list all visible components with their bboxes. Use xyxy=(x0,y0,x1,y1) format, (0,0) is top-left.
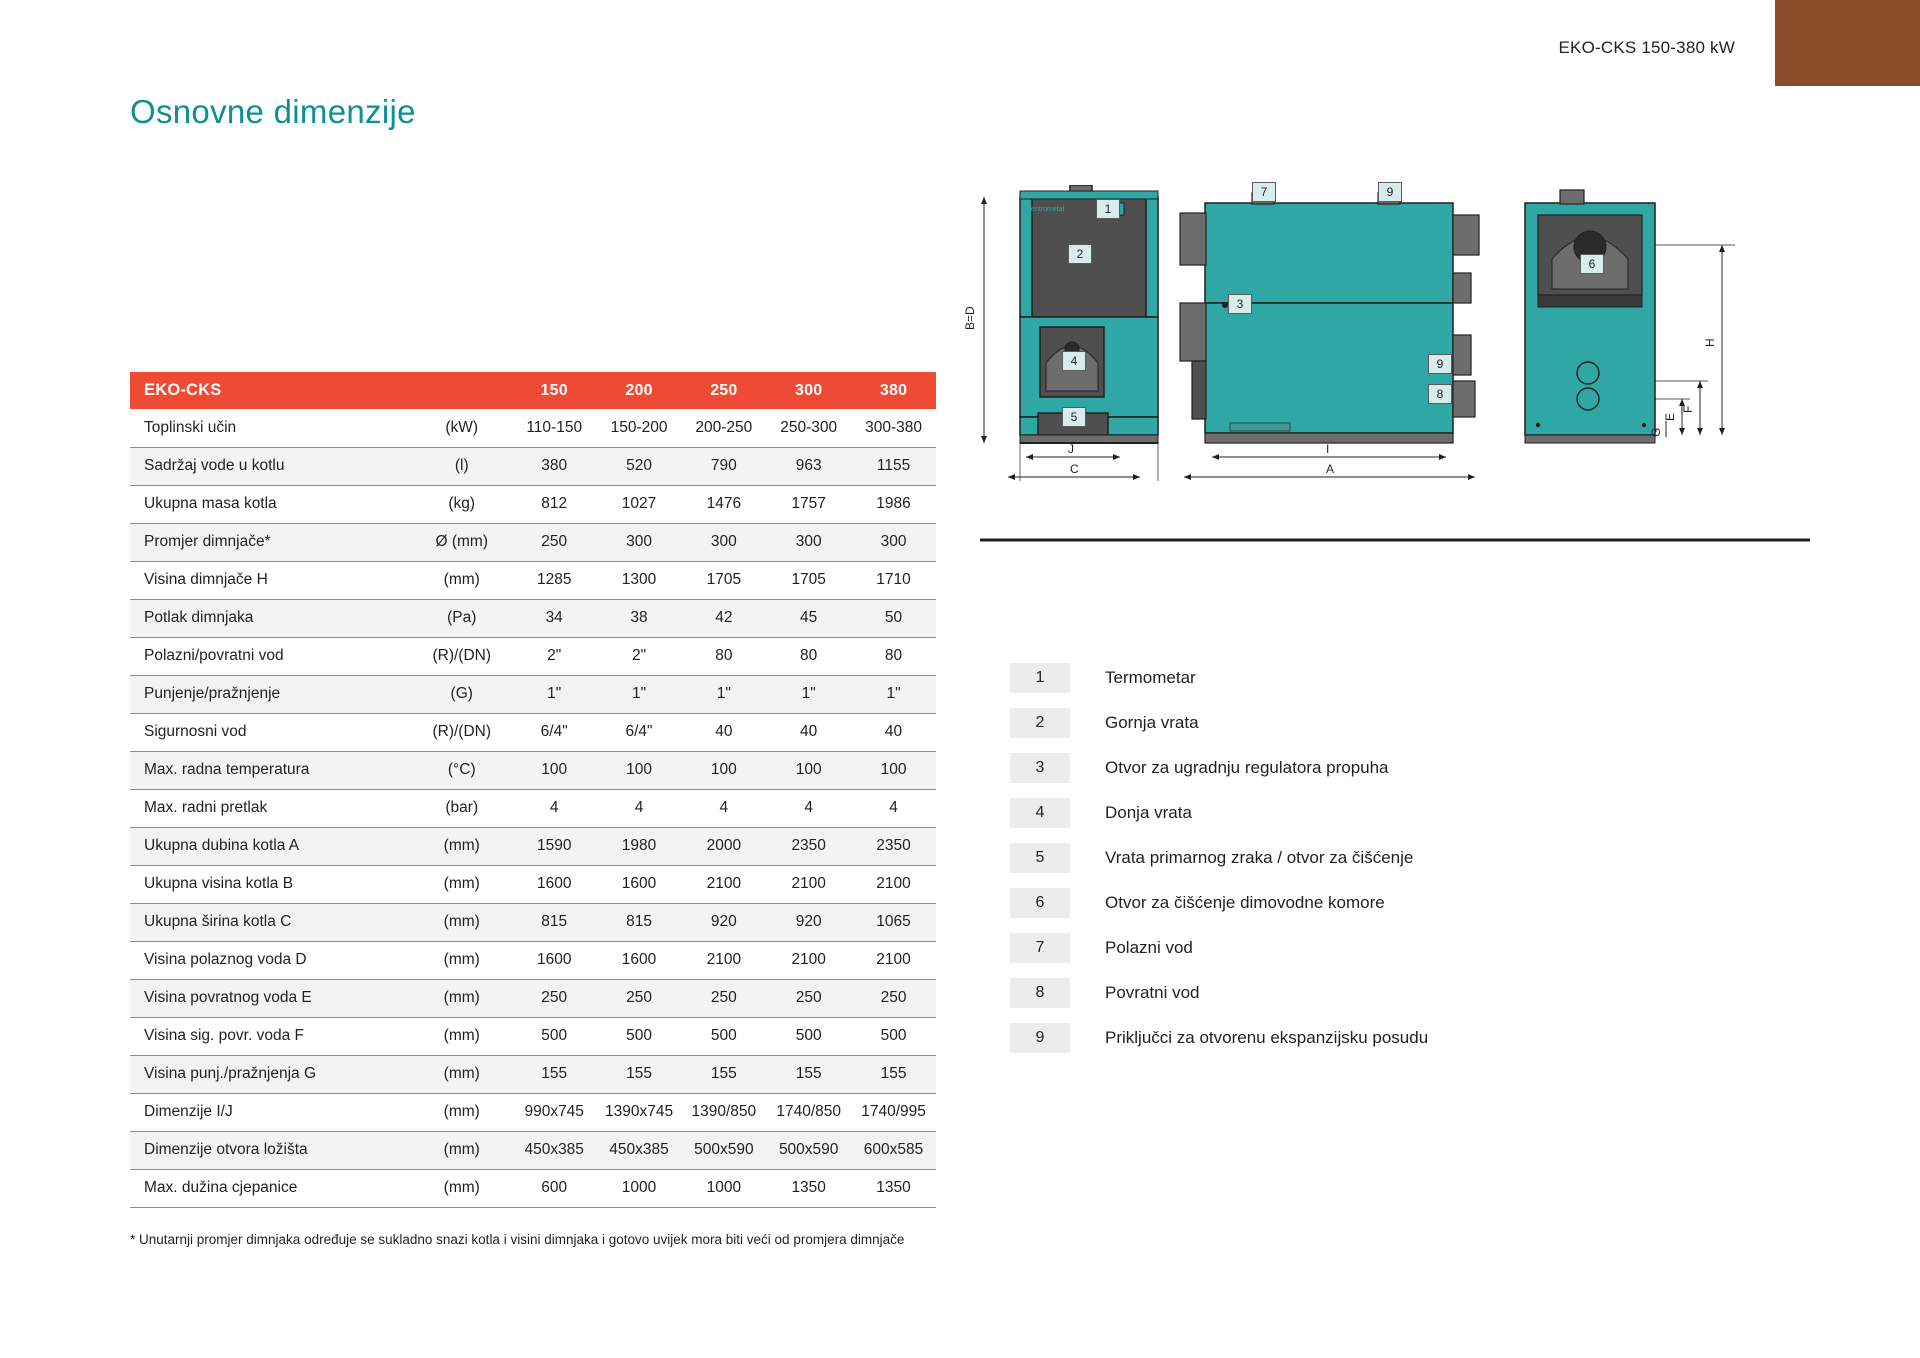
table-row-unit: (mm) xyxy=(412,865,512,903)
table-cell: 1600 xyxy=(512,865,597,903)
table-cell: 1986 xyxy=(851,485,936,523)
table-row xyxy=(130,751,936,789)
table-cell: 100 xyxy=(851,751,936,789)
table-cell: 2100 xyxy=(851,865,936,903)
svg-text:I: I xyxy=(1326,442,1330,456)
table-row-unit: (R)/(DN) xyxy=(412,713,512,751)
table-header-col-2: 250 xyxy=(681,372,766,409)
table-cell: 2100 xyxy=(681,941,766,979)
table-cell: 1980 xyxy=(597,827,682,865)
svg-text:E: E xyxy=(1663,412,1677,421)
table-cell: 100 xyxy=(766,751,851,789)
dimensions-table-wrapper xyxy=(130,372,936,1208)
table-row-label: Ukupna visina kotla B xyxy=(130,865,412,903)
legend-text: Povratni vod xyxy=(1105,982,1200,1002)
table-row-unit: (R)/(DN) xyxy=(412,637,512,675)
header-product-code: EKO-CKS 150-380 kW xyxy=(1558,38,1735,57)
table-cell: 300 xyxy=(597,523,682,561)
table-cell: 1" xyxy=(766,675,851,713)
table-cell: 110-150 xyxy=(512,409,597,447)
table-cell: 155 xyxy=(851,1055,936,1093)
table-cell: 990x745 xyxy=(512,1093,597,1131)
table-row xyxy=(130,409,936,447)
table-cell: 790 xyxy=(681,447,766,485)
table-row xyxy=(130,675,936,713)
table-cell: 1590 xyxy=(512,827,597,865)
table-cell: 155 xyxy=(597,1055,682,1093)
table-cell: 4 xyxy=(681,789,766,827)
callout-4: 4 xyxy=(1062,351,1086,371)
dimensions-table-body xyxy=(130,409,936,1207)
table-cell: 2" xyxy=(597,637,682,675)
table-row-label: Ukupna dubina kotla A xyxy=(130,827,412,865)
table-row-unit: (mm) xyxy=(412,1055,512,1093)
table-row xyxy=(130,941,936,979)
table-row-label: Dimenzije I/J xyxy=(130,1093,412,1131)
table-cell: 300-380 xyxy=(851,409,936,447)
table-cell: 2100 xyxy=(766,865,851,903)
table-cell: 300 xyxy=(851,523,936,561)
callout-8: 8 xyxy=(1428,384,1452,404)
legend-item xyxy=(1010,925,1428,970)
table-row-label: Visina punj./pražnjenja G xyxy=(130,1055,412,1093)
legend-item xyxy=(1010,790,1428,835)
table-row xyxy=(130,637,936,675)
table-cell: 2100 xyxy=(851,941,936,979)
table-header-unit xyxy=(412,372,512,409)
table-row-label: Visina sig. povr. voda F xyxy=(130,1017,412,1055)
table-cell: 1" xyxy=(851,675,936,713)
table-cell: 80 xyxy=(851,637,936,675)
table-row-unit: (mm) xyxy=(412,1169,512,1207)
table-cell: 200-250 xyxy=(681,409,766,447)
table-cell: 1390/850 xyxy=(681,1093,766,1131)
table-cell: 250-300 xyxy=(766,409,851,447)
table-row xyxy=(130,485,936,523)
svg-text:C: C xyxy=(1070,462,1079,476)
table-cell: 920 xyxy=(766,903,851,941)
table-cell: 2350 xyxy=(851,827,936,865)
table-header-col-3: 300 xyxy=(766,372,851,409)
table-cell: 2" xyxy=(512,637,597,675)
table-footnote: * Unutarnji promjer dimnjaka određuje se sukladno snazi kotla i visini dimnjaka i gotovo uvijek mora biti veći od promjera dimnjače xyxy=(130,1232,905,1247)
legend-text: Priključci za otvorenu ekspanzijsku posudu xyxy=(1105,1027,1429,1047)
table-row-unit: (mm) xyxy=(412,1017,512,1055)
table-header-col-0: 150 xyxy=(512,372,597,409)
legend-text: Vrata primarnog zraka / otvor za čišćenje xyxy=(1105,847,1414,867)
table-cell: 1350 xyxy=(766,1169,851,1207)
table-header-col-4: 380 xyxy=(851,372,936,409)
legend-item xyxy=(1010,655,1428,700)
table-cell: 2350 xyxy=(766,827,851,865)
table-cell: 4 xyxy=(766,789,851,827)
table-row xyxy=(130,979,936,1017)
table-cell: 1740/850 xyxy=(766,1093,851,1131)
table-row-label: Toplinski učin xyxy=(130,409,412,447)
table-row xyxy=(130,1169,936,1207)
legend-text: Otvor za ugradnju regulatora propuha xyxy=(1105,757,1389,777)
table-cell: 450x385 xyxy=(597,1131,682,1169)
table-row-unit: (mm) xyxy=(412,827,512,865)
table-row-unit: (kW) xyxy=(412,409,512,447)
table-cell: 812 xyxy=(512,485,597,523)
table-cell: 250 xyxy=(597,979,682,1017)
table-row-unit: (mm) xyxy=(412,1131,512,1169)
callout-1: 1 xyxy=(1096,199,1120,219)
table-row-unit: Ø (mm) xyxy=(412,523,512,561)
legend-list xyxy=(1010,655,1428,1060)
table-row-label: Sigurnosni vod xyxy=(130,713,412,751)
table-cell: 1" xyxy=(597,675,682,713)
table-cell: 155 xyxy=(766,1055,851,1093)
table-row xyxy=(130,1055,936,1093)
table-cell: 1065 xyxy=(851,903,936,941)
table-row xyxy=(130,447,936,485)
legend-item xyxy=(1010,970,1428,1015)
svg-text:F: F xyxy=(1681,405,1695,413)
table-cell: 34 xyxy=(512,599,597,637)
table-cell: 40 xyxy=(851,713,936,751)
legend-text: Termometar xyxy=(1105,667,1196,687)
table-row-unit: (mm) xyxy=(412,941,512,979)
table-cell: 38 xyxy=(597,599,682,637)
table-cell: 380 xyxy=(512,447,597,485)
table-cell: 1705 xyxy=(681,561,766,599)
table-row-unit: (bar) xyxy=(412,789,512,827)
table-row-label: Promjer dimnjače* xyxy=(130,523,412,561)
table-cell: 1285 xyxy=(512,561,597,599)
table-cell: 600 xyxy=(512,1169,597,1207)
legend-number: 1 xyxy=(1010,663,1070,693)
table-cell: 1350 xyxy=(851,1169,936,1207)
callout-7: 7 xyxy=(1252,182,1276,202)
table-row-unit: (mm) xyxy=(412,979,512,1017)
table-cell: 1000 xyxy=(681,1169,766,1207)
table-cell: 1000 xyxy=(597,1169,682,1207)
table-row-label: Polazni/povratni vod xyxy=(130,637,412,675)
legend-text: Donja vrata xyxy=(1105,802,1192,822)
table-cell: 80 xyxy=(681,637,766,675)
header-brown-block xyxy=(1775,0,1920,86)
table-cell: 1705 xyxy=(766,561,851,599)
legend-number: 3 xyxy=(1010,753,1070,783)
table-cell: 100 xyxy=(681,751,766,789)
table-row xyxy=(130,523,936,561)
legend-item xyxy=(1010,745,1428,790)
callout-9: 9 xyxy=(1378,182,1402,202)
table-cell: 4 xyxy=(512,789,597,827)
table-cell: 1155 xyxy=(851,447,936,485)
table-cell: 1757 xyxy=(766,485,851,523)
legend-number: 9 xyxy=(1010,1023,1070,1053)
callout-6: 6 xyxy=(1580,254,1604,274)
svg-text:H: H xyxy=(1703,338,1717,347)
table-row xyxy=(130,1131,936,1169)
table-cell: 6/4" xyxy=(512,713,597,751)
table-row xyxy=(130,599,936,637)
table-cell: 1476 xyxy=(681,485,766,523)
table-cell: 500 xyxy=(597,1017,682,1055)
table-row xyxy=(130,789,936,827)
table-cell: 450x385 xyxy=(512,1131,597,1169)
table-row xyxy=(130,903,936,941)
legend-item xyxy=(1010,1015,1428,1060)
table-row-label: Potlak dimnjaka xyxy=(130,599,412,637)
svg-text:J: J xyxy=(1068,442,1074,456)
table-cell: 1740/995 xyxy=(851,1093,936,1131)
table-cell: 155 xyxy=(512,1055,597,1093)
table-row-label: Visina povratnog voda E xyxy=(130,979,412,1017)
table-row-unit: (Pa) xyxy=(412,599,512,637)
table-row-unit: (kg) xyxy=(412,485,512,523)
table-row xyxy=(130,827,936,865)
legend-number: 8 xyxy=(1010,978,1070,1008)
table-cell: 250 xyxy=(512,979,597,1017)
table-cell: 100 xyxy=(512,751,597,789)
table-cell: 815 xyxy=(597,903,682,941)
table-cell: 963 xyxy=(766,447,851,485)
table-cell: 500 xyxy=(512,1017,597,1055)
table-cell: 1" xyxy=(681,675,766,713)
callout-2: 2 xyxy=(1068,244,1092,264)
table-cell: 40 xyxy=(766,713,851,751)
legend-item xyxy=(1010,880,1428,925)
table-row xyxy=(130,561,936,599)
svg-text:G: G xyxy=(1649,427,1663,437)
legend-number: 5 xyxy=(1010,843,1070,873)
table-cell: 920 xyxy=(681,903,766,941)
table-cell: 40 xyxy=(681,713,766,751)
table-row xyxy=(130,865,936,903)
table-row-label: Ukupna širina kotla C xyxy=(130,903,412,941)
table-row-unit: (mm) xyxy=(412,561,512,599)
table-cell: 250 xyxy=(681,979,766,1017)
table-cell: 42 xyxy=(681,599,766,637)
svg-text:B=D: B=D xyxy=(963,306,977,330)
table-cell: 500x590 xyxy=(681,1131,766,1169)
table-row-label: Visina polaznog voda D xyxy=(130,941,412,979)
table-cell: 500 xyxy=(766,1017,851,1055)
table-cell: 50 xyxy=(851,599,936,637)
table-cell: 500 xyxy=(681,1017,766,1055)
table-cell: 4 xyxy=(597,789,682,827)
legend-text: Polazni vod xyxy=(1105,937,1193,957)
table-header-row xyxy=(130,372,936,409)
table-cell: 250 xyxy=(512,523,597,561)
table-row-label: Visina dimnjače H xyxy=(130,561,412,599)
table-row-label: Punjenje/pražnjenje xyxy=(130,675,412,713)
legend-text: Gornja vrata xyxy=(1105,712,1199,732)
table-cell: 2100 xyxy=(766,941,851,979)
legend-number: 7 xyxy=(1010,933,1070,963)
table-row-label: Ukupna masa kotla xyxy=(130,485,412,523)
table-cell: 300 xyxy=(766,523,851,561)
table-cell: 45 xyxy=(766,599,851,637)
dimensions-table xyxy=(130,372,936,1208)
table-cell: 155 xyxy=(681,1055,766,1093)
table-row xyxy=(130,1017,936,1055)
table-header-col-1: 200 xyxy=(597,372,682,409)
legend-item xyxy=(1010,700,1428,745)
callout-3: 3 xyxy=(1228,294,1252,314)
table-row-unit: (°C) xyxy=(412,751,512,789)
table-cell: 1027 xyxy=(597,485,682,523)
svg-text:A: A xyxy=(1326,462,1335,476)
table-cell: 2000 xyxy=(681,827,766,865)
legend-text: Otvor za čišćenje dimovodne komore xyxy=(1105,892,1385,912)
table-cell: 1710 xyxy=(851,561,936,599)
table-cell: 1600 xyxy=(597,941,682,979)
table-cell: 250 xyxy=(766,979,851,1017)
legend-item xyxy=(1010,835,1428,880)
table-row-label: Max. radna temperatura xyxy=(130,751,412,789)
table-cell: 1600 xyxy=(597,865,682,903)
table-cell: 300 xyxy=(681,523,766,561)
legend-number: 6 xyxy=(1010,888,1070,918)
table-cell: 1300 xyxy=(597,561,682,599)
table-cell: 1390x745 xyxy=(597,1093,682,1131)
table-cell: 150-200 xyxy=(597,409,682,447)
table-row-label: Dimenzije otvora ložišta xyxy=(130,1131,412,1169)
table-row-unit: (G) xyxy=(412,675,512,713)
legend-number: 2 xyxy=(1010,708,1070,738)
legend-number: 4 xyxy=(1010,798,1070,828)
table-row xyxy=(130,1093,936,1131)
page-title: Osnovne dimenzije xyxy=(130,93,416,130)
table-cell: 6/4" xyxy=(597,713,682,751)
table-cell: 100 xyxy=(597,751,682,789)
table-cell: 2100 xyxy=(681,865,766,903)
table-cell: 815 xyxy=(512,903,597,941)
table-cell: 1600 xyxy=(512,941,597,979)
table-cell: 250 xyxy=(851,979,936,1017)
table-cell: 1" xyxy=(512,675,597,713)
table-row-unit: (mm) xyxy=(412,1093,512,1131)
boiler-technical-drawing xyxy=(960,185,1820,585)
table-cell: 600x585 xyxy=(851,1131,936,1169)
callout-9-alt: 9 xyxy=(1428,354,1452,374)
callout-5: 5 xyxy=(1062,407,1086,427)
table-header-title: EKO-CKS xyxy=(130,372,412,409)
table-row-label: Max. dužina cjepanice xyxy=(130,1169,412,1207)
table-row-unit: (mm) xyxy=(412,903,512,941)
table-row-label: Sadržaj vode u kotlu xyxy=(130,447,412,485)
table-row xyxy=(130,713,936,751)
table-cell: 4 xyxy=(851,789,936,827)
table-cell: 520 xyxy=(597,447,682,485)
table-row-label: Max. radni pretlak xyxy=(130,789,412,827)
table-cell: 80 xyxy=(766,637,851,675)
table-row-unit: (l) xyxy=(412,447,512,485)
table-cell: 500 xyxy=(851,1017,936,1055)
svg-text:Centrometal: Centrometal xyxy=(1026,206,1065,213)
table-cell: 500x590 xyxy=(766,1131,851,1169)
